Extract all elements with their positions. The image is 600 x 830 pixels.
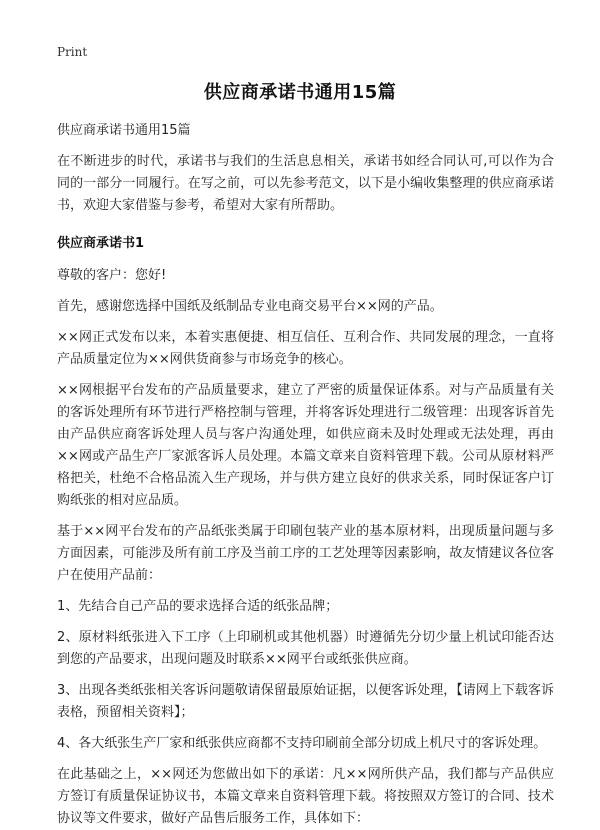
body-paragraph: 首先，感谢您选择中国纸及纸制品专业电商交易平台××网的产品。 — [57, 299, 443, 314]
body-paragraph: ××网正式发布以来，本着实惠便捷、相互信任、互利合作、共同发展的理念，一直将产品质量定位为××网供货商参与市场竞争的核心。 — [57, 330, 554, 367]
page-title: 供应商承诺书通用15篇 — [203, 82, 397, 103]
greeting-paragraph: 尊敬的客户：您好! — [57, 268, 167, 283]
list-item: 4、各大纸张生产厂家和纸张供应商都不支持印刷前全部分切成上机尺寸的客诉处理。 — [57, 736, 547, 751]
body-paragraph: 基于××网平台发布的产品纸张类属于印刷包装产业的基本原材料，出现质量问题与多方面因素，可能涉及所有前工序及当前工序的工艺处理等因素影响，故友情建议各位客户在使用产品前： — [57, 524, 554, 583]
intro-paragraph: 在不断进步的时代，承诺书与我们的生活息息相关，承诺书如经合同认可,可以作为合同的一部分一同履行。在写之前，可以先参考范文，以下是小编收集整理的供应商承诺书，欢迎大家借鉴与参考，希望对大家有所帮助。 — [57, 154, 554, 213]
document-subtitle: 供应商承诺书通用15篇 — [57, 123, 191, 138]
document-body — [57, 120, 554, 830]
section-heading: 供应商承诺书1 — [57, 236, 145, 251]
list-item: 1、先结合自己产品的要求选择合适的纸张品牌； — [57, 599, 339, 614]
list-item: 3、出现各类纸张相关客诉问题敬请保留最原始证据，以便客诉处理，【请网上下载客诉表格，预留相关资料】； — [57, 683, 554, 720]
list-item: 2、原材料纸张进入下工序（上印刷机或其他机器）时遵循先分切少量上机试印能否达到您的产品要求，出现问题及时联系××网平台或纸张供应商。 — [57, 630, 554, 667]
body-paragraph: 在此基础之上，××网还为您做出如下的承诺：凡××网所供产品，我们都与产品供应方签订有质量保证协议书，本篇文章来自资料管理下载。将按照双方签订的合同、技术协议等文件要求，做好产品售后服务工作，具体如下： — [57, 767, 554, 826]
print-label: Print — [57, 45, 88, 59]
body-paragraph: ××网根据平台发布的产品质量要求，建立了严密的质量保证体系。对与产品质量有关的客诉处理所有环节进行严格控制与管理，并将客诉处理进行二级管理：出现客诉首先由产品供应商客诉处理人员与客户沟通处理，如供应商未及时处理或无法处理，再由××网或产品生产厂家派客诉人员处理。本篇文章来自资料管理下载。公司从原材料严格把关，杜绝不合格品流入生产现场，并与供方建立良好的供求关系，同时保证客户订购纸张的相对应品质。 — [57, 383, 554, 508]
